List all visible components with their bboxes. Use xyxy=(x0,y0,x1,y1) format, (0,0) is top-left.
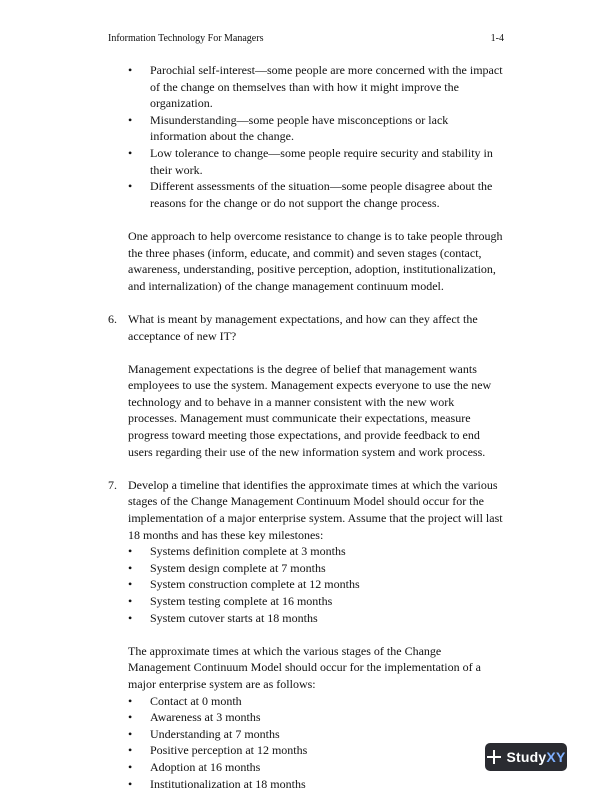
resistance-paragraph: One approach to help overcome resistance to change is to take people through the three phases (inform, educate, and commit) and seven stages (contact, awareness, understanding, positive perception, adoption, institutionalization, and internalization) of the change management continuum model. xyxy=(128,228,503,293)
list-item: • Different assessments of the situation—some people disagree about the reasons for the change or do not support the change process. xyxy=(128,179,493,210)
header-title: Information Technology For Managers xyxy=(108,33,264,44)
question-6 xyxy=(108,311,504,344)
list-item: • Positive perception at 12 months xyxy=(128,743,308,758)
question-7 xyxy=(108,477,504,626)
plus-icon xyxy=(487,750,501,764)
list-item: • Awareness at 3 months xyxy=(128,710,261,725)
list-item: • Adoption at 16 months xyxy=(128,759,261,774)
list-item: • Institutionalization at 18 months xyxy=(128,776,306,791)
list-item: • Contact at 0 month xyxy=(128,693,242,708)
resistance-list xyxy=(108,62,504,211)
question-text: What is meant by management expectations, and how can they affect the acceptance of new IT? xyxy=(128,311,478,343)
question-text: Develop a timeline that identifies the approximate times at which the various stages of the Change Management Continuum Model should occur for the implementation of a major enterprise system. Assume that the project will last 18 months and has these key milestones: xyxy=(128,477,503,542)
list-item: • System design complete at 7 months xyxy=(128,560,326,575)
milestone-list xyxy=(128,543,504,626)
list-item: • Understanding at 7 months xyxy=(128,726,280,741)
answer-intro: The approximate times at which the various stages of the Change Management Continuum Model should occur for the implementation of a major enterprise system are as follows: xyxy=(128,643,481,691)
list-item: • System construction complete at 12 months xyxy=(128,577,360,592)
list-item: • Low tolerance to change—some people require security and stability in their work. xyxy=(128,145,493,177)
question-number: 7. xyxy=(108,477,117,492)
brand-name: StudyXY xyxy=(506,749,566,765)
question-number: 6. xyxy=(108,311,117,326)
list-item: • Parochial self-interest—some people are more concerned with the impact of the change on themselves than with how it might improve the organization. xyxy=(128,63,503,111)
list-item: • System testing complete at 16 months xyxy=(128,594,333,608)
document-body xyxy=(108,62,504,792)
stage-list xyxy=(128,693,504,792)
answer-6: Management expectations is the degree of belief that management wants employees to use the system. Management expects everyone to use the new technology and to behave in a manner consistent with the new work processes. Management must communicate their expectations, measure progress toward meeting those expectations, and provide feedback to end users regarding their use of the new information system and work process. xyxy=(128,361,492,459)
studyxy-badge[interactable] xyxy=(485,743,567,771)
list-item: • Misunderstanding—some people have misconceptions or lack information about the change. xyxy=(128,112,449,144)
list-item: • System cutover starts at 18 months xyxy=(128,610,318,625)
answer-7 xyxy=(108,643,504,792)
list-item: • Systems definition complete at 3 months xyxy=(128,544,346,559)
page-number: 1-4 xyxy=(490,33,504,44)
